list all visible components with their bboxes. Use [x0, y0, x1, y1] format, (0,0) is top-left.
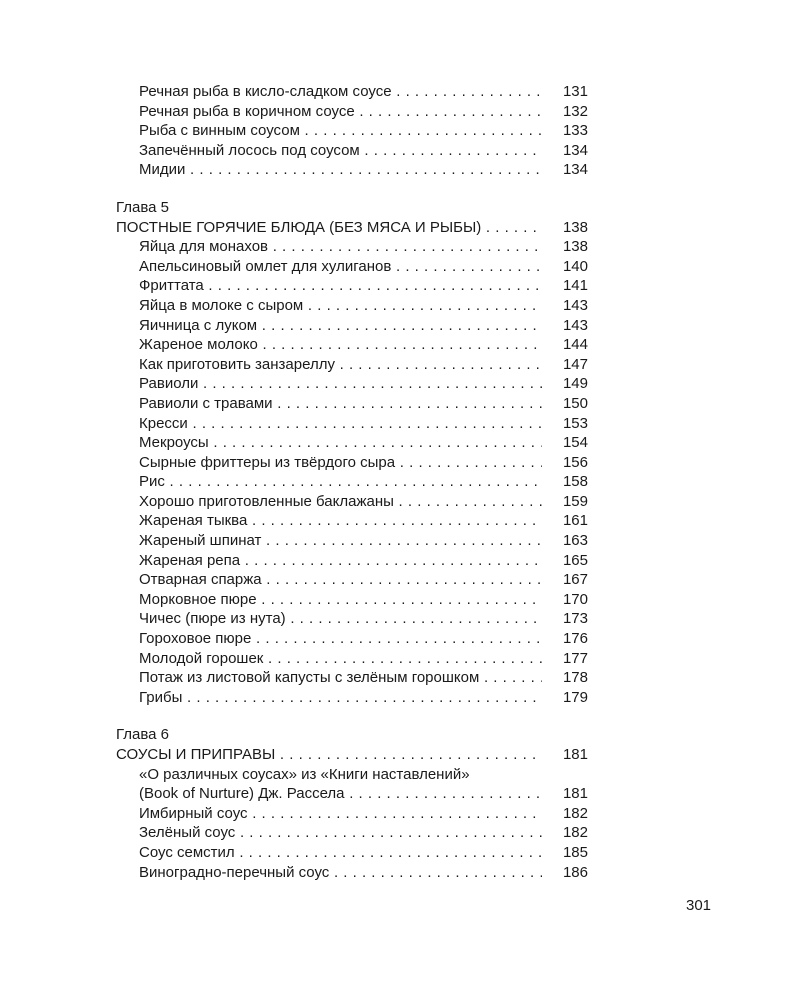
entry-page: 176	[548, 629, 588, 649]
entry-title: Имбирный соус . . .	[139, 804, 542, 824]
entry-title: Потаж из листовой капусты с зелёным горошком . . .	[139, 668, 542, 688]
entry-page: 182	[548, 804, 588, 824]
entry-title: Соус семстил . . .	[139, 843, 542, 863]
entry-page: 140	[548, 257, 588, 277]
entry-title: (Book of Nurture) Дж. Рассела . . .	[139, 784, 542, 804]
entry-page: 138	[548, 237, 588, 257]
entry-title: Виноградно-перечный соус . . .	[139, 863, 542, 883]
entry-title: Яйца для монахов . . .	[139, 237, 542, 257]
entry-page: 167	[548, 570, 588, 590]
toc-entry	[139, 355, 588, 375]
entry-page: 181	[548, 784, 588, 804]
toc-entry	[139, 160, 588, 180]
toc-entry	[139, 335, 588, 355]
entry-title: Речная рыба в коричном соусе . . .	[139, 102, 542, 122]
entry-title: Яйца в молоке с сыром . . .	[139, 296, 542, 316]
entry-page: 144	[548, 335, 588, 355]
toc-entry	[139, 531, 588, 551]
table-of-contents	[116, 82, 588, 882]
toc-entry-line	[139, 765, 588, 785]
entry-title: Рыба с винным соусом . . .	[139, 121, 542, 141]
entry-page: 134	[548, 141, 588, 161]
entry-page: 132	[548, 102, 588, 122]
entry-page: 154	[548, 433, 588, 453]
chapter-5-section	[116, 198, 588, 707]
entry-page: 165	[548, 551, 588, 571]
toc-entry	[139, 823, 588, 843]
entry-page: 182	[548, 823, 588, 843]
entry-title: Яичница с луком . . .	[139, 316, 542, 336]
toc-entry	[139, 570, 588, 590]
entry-page: 178	[548, 668, 588, 688]
entry-title: Хорошо приготовленные баклажаны . . .	[139, 492, 542, 512]
entry-title: Чичес (пюре из нута) . . .	[139, 609, 542, 629]
entry-title: Мидии . . .	[139, 160, 542, 180]
toc-entry	[139, 276, 588, 296]
entry-page: 161	[548, 511, 588, 531]
toc-entry	[139, 511, 588, 531]
chapter-title: СОУСЫ И ПРИПРАВЫ . . .	[116, 745, 542, 765]
entry-title: Апельсиновый омлет для хулиганов . . .	[139, 257, 542, 277]
toc-entry	[139, 629, 588, 649]
entry-page: 179	[548, 688, 588, 708]
toc-entry	[139, 843, 588, 863]
toc-entry	[139, 863, 588, 883]
entry-page: 131	[548, 82, 588, 102]
entry-title: Молодой горошек . . .	[139, 649, 542, 669]
entry-page: 149	[548, 374, 588, 394]
entry-page: 173	[548, 609, 588, 629]
toc-entry	[139, 394, 588, 414]
entry-title: «О различных соусах» из «Книги наставлений»	[139, 765, 470, 783]
entry-title: Мекроусы . . .	[139, 433, 542, 453]
toc-entry	[139, 590, 588, 610]
chapter-6-section	[116, 725, 588, 882]
entry-title: Морковное пюре . . .	[139, 590, 542, 610]
toc-entry	[139, 472, 588, 492]
entry-page: 185	[548, 843, 588, 863]
toc-entry	[139, 414, 588, 434]
toc-entry	[139, 316, 588, 336]
entry-title: Равиоли с травами . . .	[139, 394, 542, 414]
entry-page: 158	[548, 472, 588, 492]
entry-title: Гороховое пюре . . .	[139, 629, 542, 649]
entry-page: 163	[548, 531, 588, 551]
toc-entry	[139, 492, 588, 512]
entry-title: Как приготовить занзареллу . . .	[139, 355, 542, 375]
entry-page: 133	[548, 121, 588, 141]
entry-page: 153	[548, 414, 588, 434]
entry-page: 156	[548, 453, 588, 473]
entry-title: Кресси . . .	[139, 414, 542, 434]
toc-entry	[139, 82, 588, 102]
toc-entry	[139, 668, 588, 688]
toc-entry	[139, 551, 588, 571]
toc-entry	[139, 257, 588, 277]
entry-title: Равиоли . . .	[139, 374, 542, 394]
entry-page: 138	[548, 218, 588, 238]
entry-page: 159	[548, 492, 588, 512]
toc-entry	[139, 237, 588, 257]
entry-title: Отварная спаржа . . .	[139, 570, 542, 590]
toc-entry	[139, 804, 588, 824]
entry-page: 177	[548, 649, 588, 669]
entry-title: Жареная тыква . . .	[139, 511, 542, 531]
entry-page: 134	[548, 160, 588, 180]
chapter-label: Глава 6	[116, 726, 170, 744]
entry-page: 141	[548, 276, 588, 296]
toc-entry	[139, 141, 588, 161]
toc-entry	[139, 649, 588, 669]
chapter-heading	[116, 745, 588, 765]
toc-entry	[139, 453, 588, 473]
chapter-title: ПОСТНЫЕ ГОРЯЧИЕ БЛЮДА (БЕЗ МЯСА И РЫБЫ) . . .	[116, 218, 542, 238]
chapter-heading	[116, 218, 588, 238]
toc-entry	[139, 784, 588, 804]
entry-page: 143	[548, 296, 588, 316]
entry-title: Фриттата . . .	[139, 276, 542, 296]
entry-title: Сырные фриттеры из твёрдого сыра . . .	[139, 453, 542, 473]
toc-entry	[139, 609, 588, 629]
entry-page: 170	[548, 590, 588, 610]
toc-entry	[139, 688, 588, 708]
toc-entry	[139, 296, 588, 316]
toc-entry	[139, 433, 588, 453]
entry-title: Речная рыба в кисло-сладком соусе . . .	[139, 82, 542, 102]
entry-title: Жареная репа . . .	[139, 551, 542, 571]
toc-entry	[139, 102, 588, 122]
entry-title: Зелёный соус . . .	[139, 823, 542, 843]
toc-entry	[139, 121, 588, 141]
entry-title: Жареный шпинат . . .	[139, 531, 542, 551]
entry-title: Рис . . .	[139, 472, 542, 492]
entry-page: 143	[548, 316, 588, 336]
chapter-label: Глава 5	[116, 198, 170, 216]
entry-page: 147	[548, 355, 588, 375]
entry-page: 186	[548, 863, 588, 883]
entry-page: 181	[548, 745, 588, 765]
toc-entry	[139, 374, 588, 394]
entry-page: 150	[548, 394, 588, 414]
lead-section	[116, 82, 588, 180]
entry-title: Запечённый лосось под соусом . . .	[139, 141, 542, 161]
page-number: 301	[686, 897, 712, 914]
entry-title: Грибы . . .	[139, 688, 542, 708]
entry-title: Жареное молоко . . .	[139, 335, 542, 355]
